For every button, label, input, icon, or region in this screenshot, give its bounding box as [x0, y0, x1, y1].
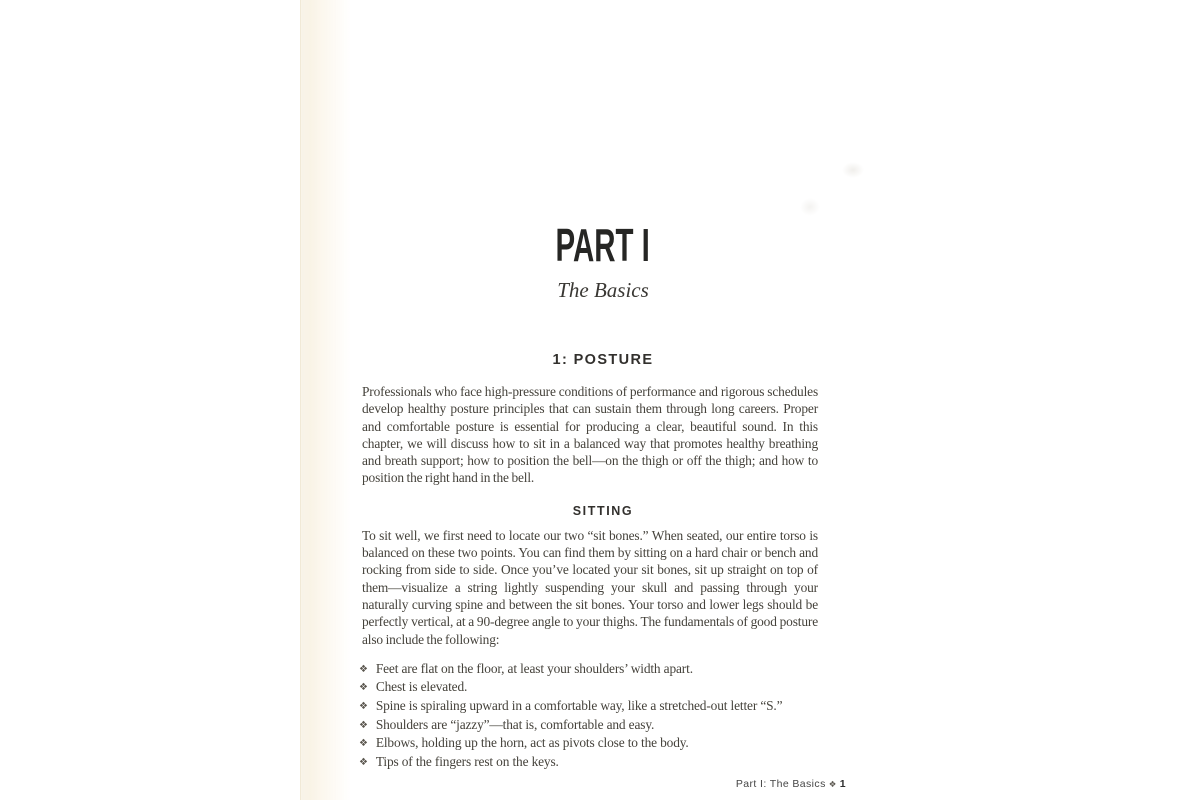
list-item: [359, 698, 818, 717]
list-item: [359, 735, 818, 754]
list-item-text: Tips of the fingers rest on the keys.: [375, 753, 559, 769]
page-number: 1: [839, 778, 846, 790]
page-gutter-shadow: [300, 0, 351, 800]
list-item-text: Spine is spiraling upward in a comfortable way, like a stretched-out letter “S.”: [375, 698, 783, 714]
posture-checklist: [359, 661, 818, 773]
diamond-bullet-icon: ❖: [359, 701, 368, 713]
footer-text: Part I: The Basics: [735, 778, 826, 790]
list-item-text: Chest is elevated.: [375, 679, 468, 695]
diamond-bullet-icon: ❖: [359, 663, 368, 675]
part-title-text: PART I: [555, 219, 651, 271]
section-heading: SITTING: [572, 503, 634, 518]
chapter-heading: 1: POSTURE: [552, 352, 654, 368]
running-footer: [362, 777, 846, 792]
part-subtitle: The Basics: [557, 278, 649, 302]
scan-artifact: [842, 162, 864, 178]
diamond-bullet-icon: ❖: [359, 756, 368, 768]
part-title: [375, 221, 831, 269]
list-item-text: Elbows, holding up the horn, act as pivots close to the body.: [375, 735, 689, 751]
sitting-paragraph: To sit well, we first need to locate our two “sit bones.” When seated, our entire torso is balanced on these two points. You can find them by sitting on a hard chair or bench and rocking from side to side. Once you’ve located your sit bones, sit up straight on top of them—visualize a string lightly suspending your skull and passing through your naturally curving spine and between the sit bones. Your torso and lower legs should be perfectly vertical, at a 90-degree angle to your thighs. The fundamentals of good posture also include the following:: [362, 527, 818, 647]
page-content-column: [359, 0, 818, 772]
diamond-bullet-icon: ❖: [359, 682, 368, 694]
list-item: [359, 661, 818, 680]
list-item-text: Shoulders are “jazzy”—that is, comfortable and easy.: [375, 716, 655, 732]
list-item-text: Feet are flat on the floor, at least your shoulders’ width apart.: [375, 660, 693, 676]
list-item: [359, 717, 818, 736]
diamond-separator-icon: ❖: [828, 780, 837, 790]
list-item: [359, 754, 818, 773]
list-item: [359, 679, 818, 698]
diamond-bullet-icon: ❖: [359, 738, 368, 750]
intro-paragraph: Professionals who face high-pressure conditions of performance and rigorous schedules develop healthy posture principles that can sustain them through long careers. Proper and comfortable posture is essential for producing a clear, beautiful sound. In this chapter, we will discuss how to sit in a balanced way that promotes healthy breathing and breath support; how to position the bell—on the thigh or off the thigh; and how to position the right hand in the bell.: [362, 384, 818, 486]
diamond-bullet-icon: ❖: [359, 719, 368, 731]
